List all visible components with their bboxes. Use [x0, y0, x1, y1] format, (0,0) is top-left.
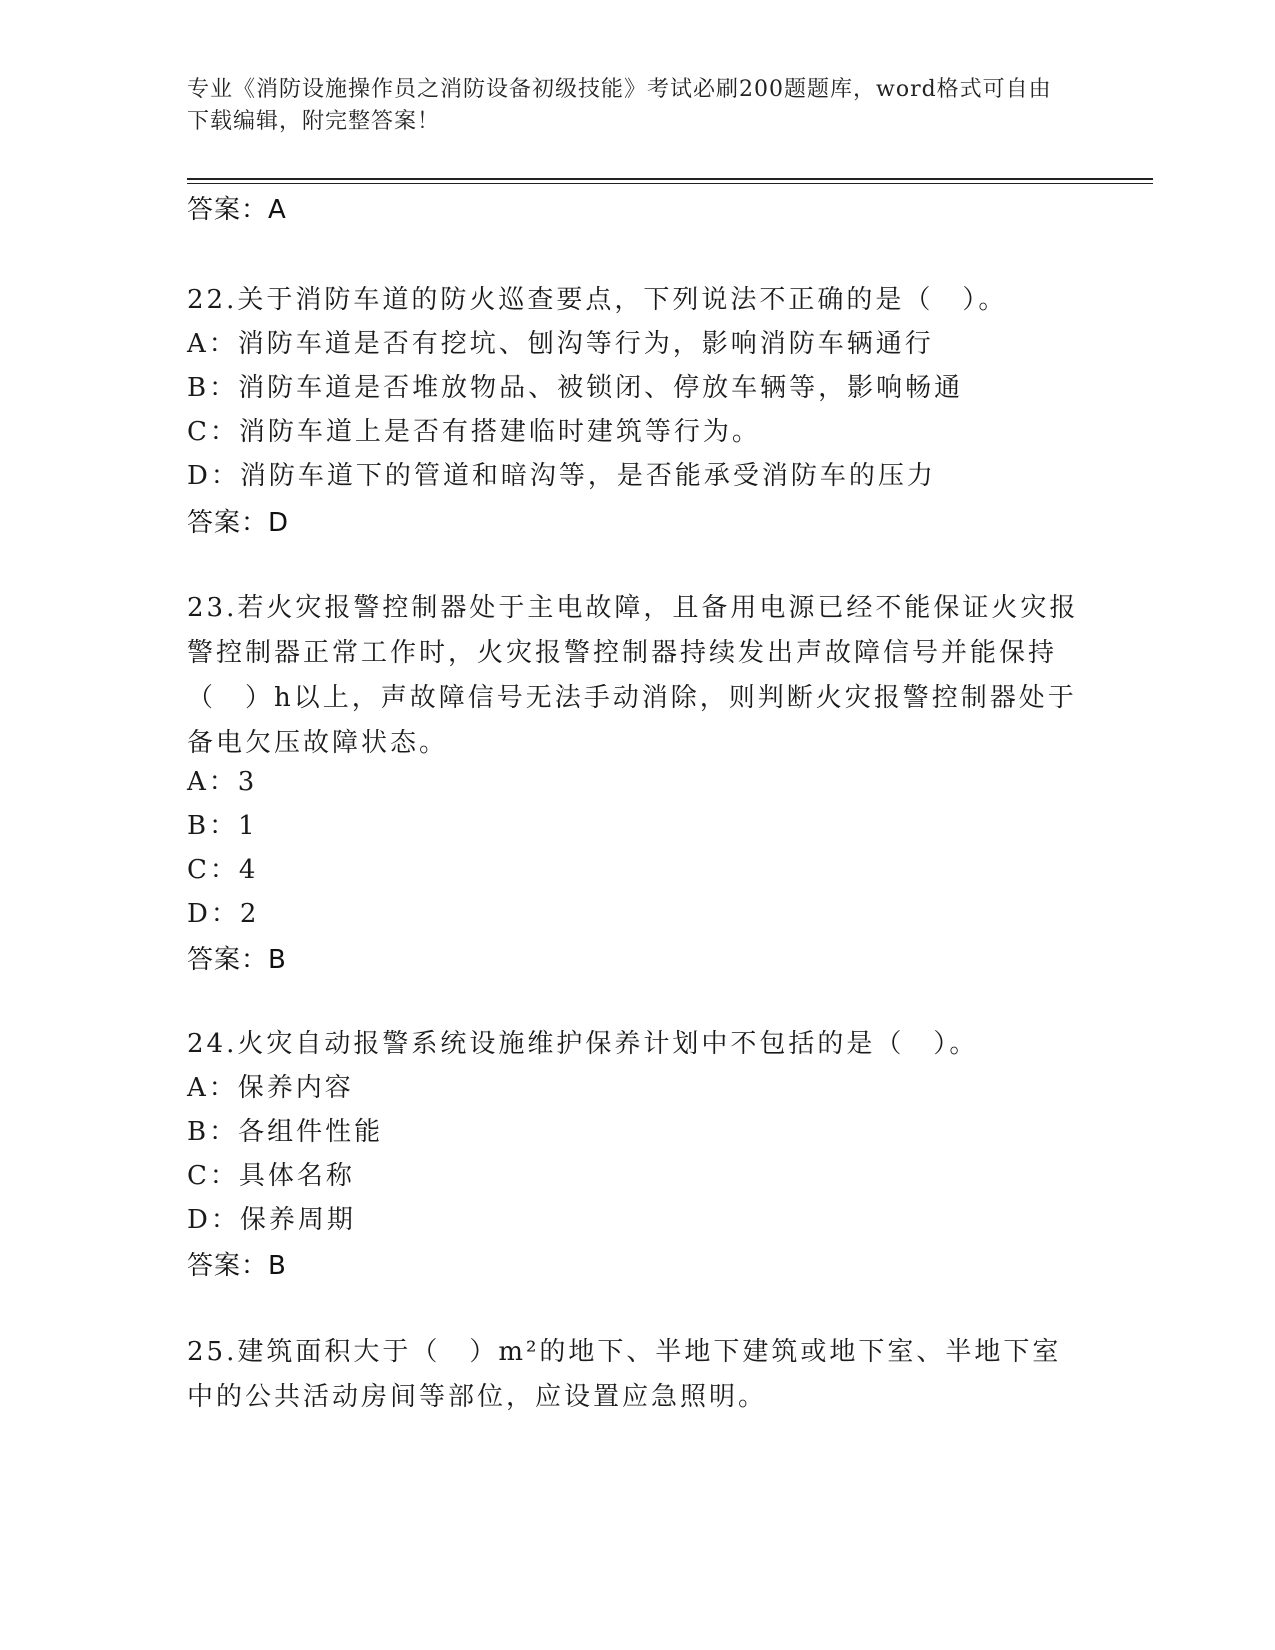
answer-23: 答案：B: [187, 945, 287, 975]
question-24-option-a: A：保养内容: [187, 1073, 354, 1103]
header-divider-thin: [187, 183, 1153, 184]
answer-24: 答案：B: [187, 1251, 287, 1281]
question-23-stem: 23.若火灾报警控制器处于主电故障，且备用电源已经不能保证火灾报警控制器正常工作时，火灾报警控制器持续发出声故障信号并能保持（ ）h以上，声故障信号无法手动消除，则判断火灾报警控制器处于备电欠压故障状态。: [187, 593, 1079, 758]
answer-22: 答案：D: [187, 508, 290, 538]
question-23-option-c: C：4: [187, 855, 259, 885]
question-22-option-c: C：消防车道上是否有搭建临时建筑等行为。: [187, 417, 761, 447]
question-24-option-b: B：各组件性能: [187, 1117, 384, 1147]
question-22-option-d: D：消防车道下的管道和暗沟等，是否能承受消防车的压力: [187, 461, 936, 491]
question-23-option-d: D：2: [187, 899, 260, 929]
answer-21: 答案：A: [187, 195, 287, 225]
question-22-stem: 22.关于消防车道的防火巡查要点，下列说法不正确的是（ ）。: [187, 285, 1008, 315]
question-25-stem: 25.建筑面积大于（ ）m²的地下、半地下建筑或地下室、半地下室中的公共活动房间等部位，应设置应急照明。: [187, 1337, 1062, 1412]
question-22-option-a: A：消防车道是否有挖坑、刨沟等行为，影响消防车辆通行: [187, 329, 934, 359]
question-23-option-a: A：3: [187, 767, 258, 797]
question-22-option-b: B：消防车道是否堆放物品、被锁闭、停放车辆等，影响畅通: [187, 373, 964, 403]
question-24-stem: 24.火灾自动报警系统设施维护保养计划中不包括的是（ ）。: [187, 1029, 979, 1059]
header-divider: [187, 178, 1153, 180]
question-24-option-c: C：具体名称: [187, 1161, 355, 1191]
question-23-option-b: B：1: [187, 811, 258, 841]
question-24-option-d: D：保养周期: [187, 1205, 356, 1235]
page-header: 专业《消防设施操作员之消防设备初级技能》考试必刷200题题库，word格式可自由下载编辑，附完整答案！: [187, 77, 1052, 134]
